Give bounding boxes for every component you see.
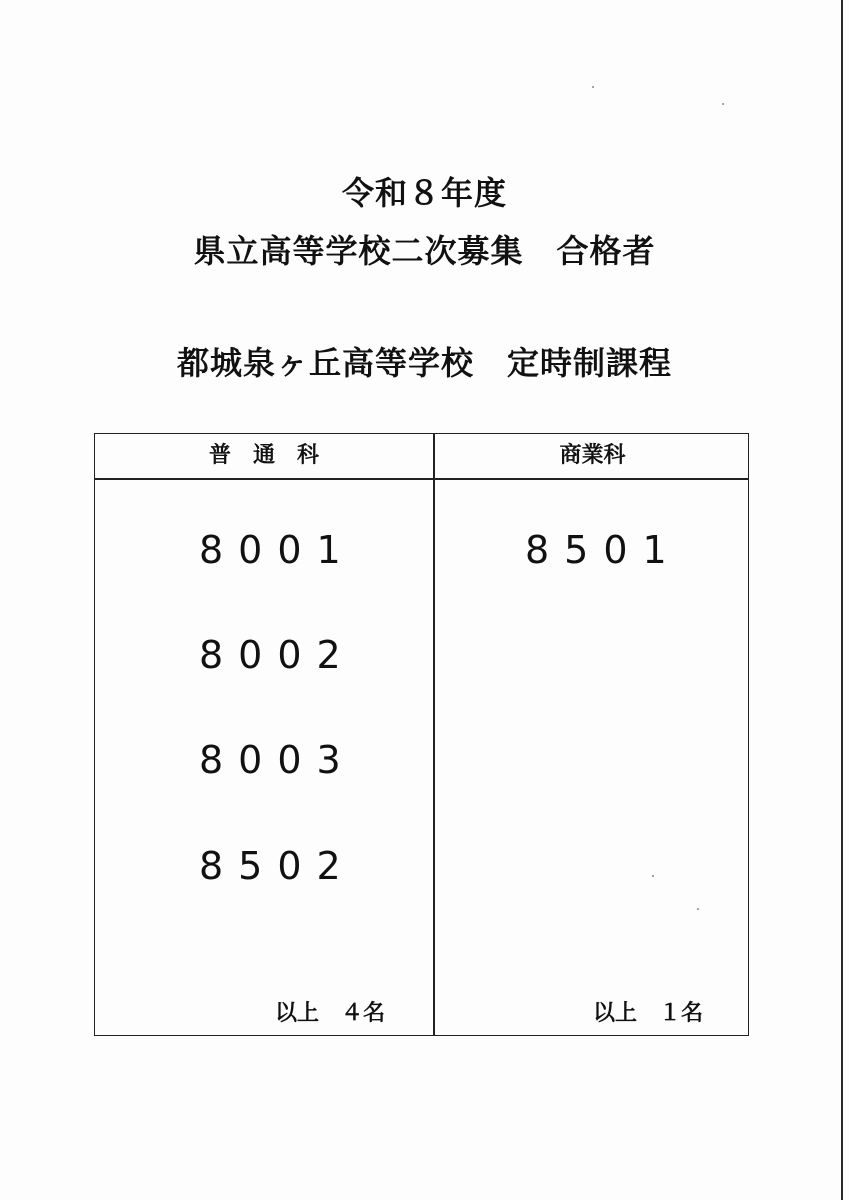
- exam-number: 8001: [199, 528, 356, 572]
- general-course-header: 普 通 科: [208, 443, 319, 468]
- exam-number: 8502: [199, 844, 356, 888]
- scan-speck: [592, 86, 594, 88]
- results-table: [94, 433, 749, 1036]
- exam-number: 8002: [199, 633, 356, 677]
- scan-speck: [697, 908, 699, 910]
- commerce-total: 以上 １名: [593, 1001, 704, 1026]
- scan-speck: [722, 103, 724, 105]
- exam-number: 8501: [525, 528, 682, 572]
- scan-speck: [652, 875, 654, 877]
- general-total: 以上 ４名: [275, 1001, 386, 1026]
- column-divider: [433, 434, 435, 1035]
- commerce-course-header: 商業科: [559, 443, 626, 468]
- recruitment-title: 県立高等学校二次募集 合格者: [193, 232, 656, 270]
- header-divider: [95, 478, 748, 480]
- school-course-title: 都城泉ヶ丘高等学校 定時制課程: [176, 344, 672, 382]
- exam-number: 8003: [199, 738, 356, 782]
- fiscal-year-title: 令和８年度: [341, 174, 507, 212]
